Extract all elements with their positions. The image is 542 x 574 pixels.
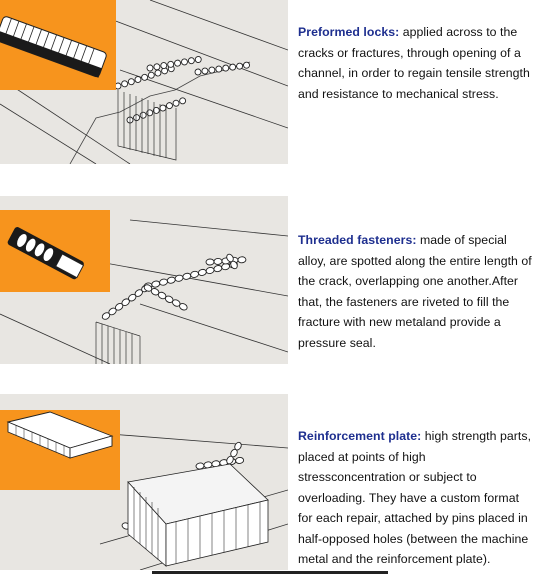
reinforcement-plate-drawing [0,394,288,570]
reinforcement-plate-text: high strength parts, placed at points of high stressconcentration or subject to overloading. They have a custom format for each repair, attached by pins placed in half-opposed holes (between the machine metal and the reinforcement plate). [298,429,532,566]
preformed-locks-description [298,22,536,104]
reinforcement-plate-icon [0,410,120,490]
reinforcement-plate-term: Reinforcement plate: [298,429,422,443]
preformed-locks-drawing [0,0,288,164]
repair-method-preformed-locks [0,0,542,166]
repair-method-threaded-fasteners [0,196,542,366]
threaded-fasteners-text: made of special alloy, are spotted along the entire length of the crack, overlapping one another.After that, the fasteners are riveted to fill the fracture with new metaland provide a pressure seal. [298,233,532,350]
threaded-fasteners-drawing [0,196,288,364]
repair-method-reinforcement-plate [0,394,542,574]
preformed-locks-term: Preformed locks: [298,25,400,39]
reinforcement-plate-illustration [0,394,288,570]
threaded-fasteners-term: Threaded fasteners: [298,233,417,247]
preformed-lock-icon [0,0,116,90]
reinforcement-plate-description [298,426,536,570]
preformed-locks-text: applied across to the cracks or fractures, through opening of a channel, in order to regain tensile strength and resistance to mechanical stress. [298,25,530,101]
threaded-fastener-icon [0,210,110,292]
preformed-locks-illustration [0,0,288,164]
threaded-fasteners-illustration [0,196,288,364]
threaded-fasteners-description [298,230,536,353]
